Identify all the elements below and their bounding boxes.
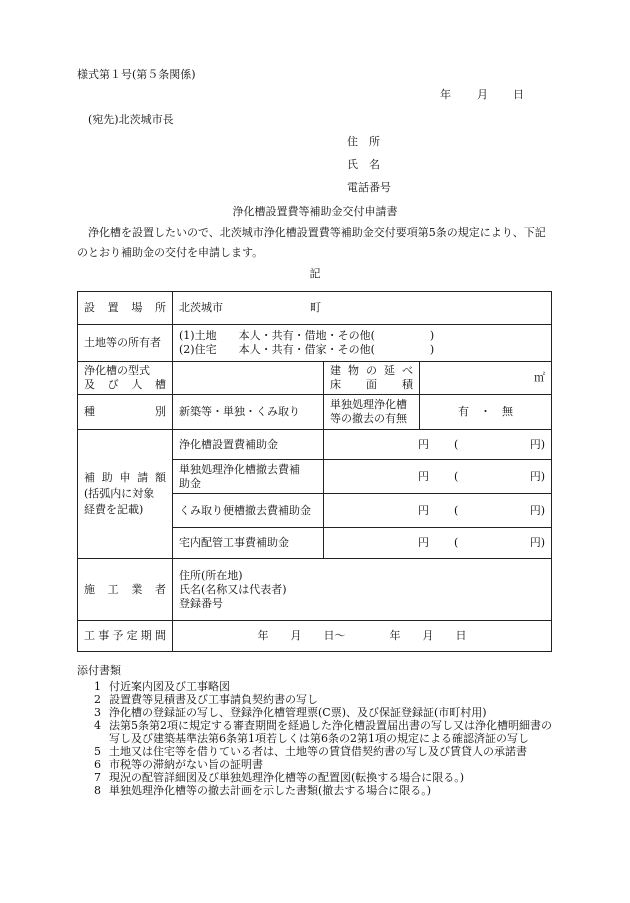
date-day: 日 (513, 88, 524, 101)
subsidy-item-amount: 円 ( 円) (324, 460, 552, 494)
attachment-item: 4 法第5条第2項に規定する審査期間を経過した浄化槽設置届出書の写し又は浄化槽明細書の写し及び建築基準法第6条第1項若しくは第6条の2第1項の規定による確認済証の写し (94, 719, 552, 745)
subsidy-item-name: 単独処理浄化槽撤去費補 助金 (173, 460, 324, 494)
attachment-item: 8 単独処理浄化槽等の撤去計画を示した書類(撤去する場合に限る。) (94, 784, 432, 797)
removal-label-line2: 等の撤去の有無 (330, 412, 407, 425)
date-month: 月 (477, 88, 488, 101)
contractor-address: 住所(所在地) (179, 568, 243, 582)
location-town: 町 (310, 301, 321, 314)
type-label: 種 別 (78, 395, 173, 430)
application-table (77, 291, 552, 652)
applicant-name-label: 氏 名 (347, 158, 380, 171)
attachments-heading: 添付書類 (77, 664, 121, 677)
attachment-item: 2 設置費等見積書及び工事請負契約書の写し (94, 693, 318, 706)
form-number: 様式第１号(第５条関係) (77, 68, 196, 81)
owner-label: 土地等の所有者 (78, 325, 173, 362)
attachment-item: 7 現況の配管詳細図及び単独処理浄化槽等の配置図(転換する場合に限る。) (94, 771, 465, 784)
attachment-item: 1 付近案内図及び工事略図 (94, 680, 230, 693)
contractor-name: 氏名(名称又は代表者) (179, 582, 287, 596)
owner-value (173, 325, 552, 362)
period-label: 工 事 予 定 期 間 (78, 621, 173, 652)
period-value: 年 月 日～ 年 月 日 (173, 621, 552, 652)
location-label: 設 置 場 所 (78, 292, 173, 325)
removal-value: 有 ・ 無 (420, 395, 552, 430)
tank-label (78, 362, 173, 395)
location-city: 北茨城市 (179, 301, 223, 314)
addressee: (宛先)北茨城市長 (88, 113, 174, 126)
floor-area-value (420, 362, 552, 395)
subsidy-item-amount: 円 ( 円) (324, 430, 552, 460)
type-value: 新築等・単独・くみ取り (173, 395, 324, 430)
floor-area-label: 建 物 の 延 べ 床 面 積 (324, 362, 420, 395)
attachment-item: 5 土地又は住宅等を借りている者は、土地等の賃貸借契約書の写し及び賃貸人の承諾書 (94, 745, 527, 758)
subsidy-label-line3: 経費を記載) (84, 503, 144, 516)
owner-land: (1)土地 本人・共有・借地・その他( ) (179, 329, 435, 342)
contractor-value (173, 559, 552, 621)
applicant-address-label: 住 所 (347, 135, 380, 148)
owner-house: (2)住宅 本人・共有・借家・その他( ) (179, 343, 435, 356)
ki-marker: 記 (309, 267, 321, 280)
removal-label-line1: 単独処理浄化槽 (330, 398, 407, 411)
subsidy-item-amount: 円 ( 円) (324, 494, 552, 528)
attachment-item: 3 浄化槽の登録証の写し、登録浄化槽管理票(C票)、及び保証登録証(市町村用) (94, 706, 487, 719)
removal-label (324, 395, 420, 430)
tank-value (173, 362, 324, 395)
contractor-reg: 登録番号 (179, 596, 223, 610)
applicant-phone-label: 電話番号 (347, 181, 391, 194)
floor-area-unit: ㎡ (534, 371, 546, 384)
subsidy-item-name: 浄化槽設置費補助金 (173, 430, 324, 460)
tank-label-line1: 浄化槽の型式 (84, 364, 150, 377)
subsidy-item-name: くみ取り便槽撤去費補助金 (173, 494, 324, 528)
body-text: 浄化槽を設置したいので、北茨城市浄化槽設置費等補助金交付要項第5条の規定により、下記のとおり補助金の交付を申請します。 (77, 226, 546, 259)
attachment-item: 6 市税等の滞納がない旨の証明書 (94, 758, 263, 771)
subsidy-label: 補 助 申 請 額 (括弧内に対象 経費を記載) (78, 430, 173, 559)
attachments-section (77, 664, 557, 797)
subsidy-item-name: 宅内配管工事費補助金 (173, 528, 324, 559)
location-value (173, 292, 552, 325)
subsidy-item-amount: 円 ( 円) (324, 528, 552, 559)
document-title: 浄化槽設置費等補助金交付申請書 (232, 205, 398, 218)
contractor-label: 施 工 業 者 (78, 559, 173, 621)
tank-label-line2: 及 び 人 槽 (84, 378, 166, 391)
subsidy-label-line2: (括弧内に対象 (84, 487, 155, 500)
date-year: 年 (440, 88, 451, 101)
